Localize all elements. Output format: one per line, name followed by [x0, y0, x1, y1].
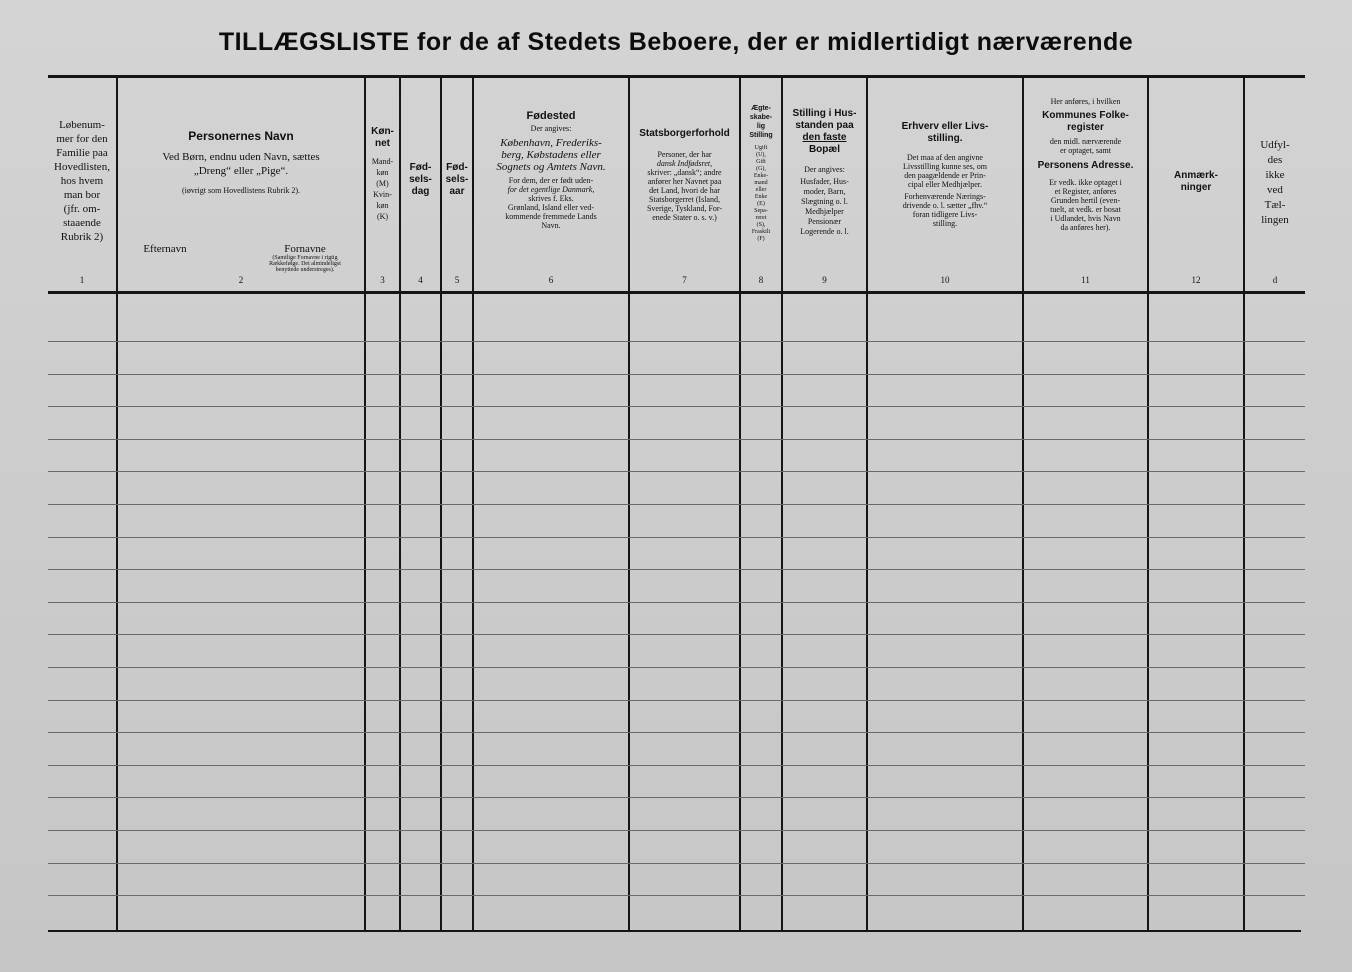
col-number: 12	[1191, 275, 1201, 285]
col1-line: Rubrik 2)	[60, 231, 104, 243]
header-bottom-rule	[48, 291, 1305, 294]
col8-small: Gift	[756, 159, 766, 165]
col9-text: Medhjælper	[805, 207, 844, 216]
row-rule	[48, 667, 1305, 668]
col6-italic: Sognets og Amtets Navn.	[496, 161, 606, 173]
col3-header	[366, 126, 399, 222]
row-rule	[48, 374, 1305, 375]
col10-small: Forhenværende Nærings-	[904, 192, 986, 201]
col1-line: hos hvem	[60, 175, 104, 187]
col8-small: (F)	[757, 236, 765, 242]
col7-small: Personer, der har	[657, 150, 712, 159]
row-rule	[48, 537, 1305, 538]
col10-small: drivende o. l. sætter „fhv.“	[902, 201, 988, 210]
col11-small: Grunden hertil (even-	[1050, 196, 1121, 205]
col10-small: Det maa af den angivne	[907, 153, 983, 162]
col10-small: stilling.	[932, 219, 958, 228]
col10-small: cipal eller Medhjælper.	[908, 180, 982, 189]
col7-heading: Statsborgerforhold	[639, 128, 730, 139]
col1-line: staaende	[63, 217, 101, 229]
col-number: 6	[548, 275, 554, 285]
col7-header	[630, 128, 739, 222]
col11-small: et Register, anføres	[1054, 187, 1117, 196]
col-number: 1	[79, 275, 85, 285]
col5-heading: aar	[449, 186, 465, 197]
col8-small: Fraskilt	[751, 229, 771, 235]
row-rule	[48, 830, 1305, 831]
col8-small: (U),	[756, 152, 766, 158]
col2-subnote-line: benyttede understreges).	[275, 267, 335, 273]
top-rule	[48, 75, 1305, 78]
col-number: 8	[758, 275, 764, 285]
col9-text: Husfader, Hus-	[800, 177, 849, 186]
col2-text: „Dreng“ eller „Pige“.	[193, 165, 289, 177]
col3-text: Mand-	[371, 157, 394, 166]
col4-heading: Fød-	[409, 162, 432, 173]
col8-small: (G),	[756, 166, 766, 172]
col-number: 5	[454, 275, 460, 285]
row-rule	[48, 341, 1305, 342]
col8-small: (S),	[756, 222, 766, 228]
col11-small: Er vedk. ikke optaget i	[1049, 178, 1122, 187]
col9-text: moder, Barn,	[803, 187, 846, 196]
col6-small: for det egentlige Danmark,	[507, 185, 595, 194]
page-title: TILLÆGSLISTE for de af Stedets Beboere, der er midlertidigt nærværende	[218, 28, 1134, 56]
col2-sub-efternavn: Efternavn	[143, 243, 187, 255]
col10-small: foran tidligere Livs-	[912, 210, 978, 219]
col3-text: (K)	[376, 212, 389, 221]
col11-header	[1024, 97, 1147, 232]
col8-heading: skabe-	[749, 114, 773, 121]
row-rule	[48, 602, 1305, 603]
col11-small: tuelt, at vedk. er bosat	[1050, 205, 1121, 214]
col9-text: Logerende o. l.	[800, 227, 849, 236]
col8-heading: Ægte-	[751, 105, 771, 112]
col11-heading2: Personens Adresse.	[1037, 160, 1134, 171]
row-rule	[48, 895, 1305, 896]
col-d-line: des	[1267, 154, 1283, 166]
row-rule	[48, 732, 1305, 733]
col1-line: mer for den	[56, 133, 108, 145]
col2-header	[118, 130, 364, 195]
col10-header	[868, 121, 1022, 228]
col6-italic: berg, Købstadens eller	[501, 149, 601, 161]
col9-text: Slægtning o. l.	[801, 197, 848, 206]
col8-small: Enke-	[753, 173, 769, 179]
col2-note: (iøvrigt som Hovedlistens Rubrik 2).	[182, 186, 300, 195]
col7-small: skriver: „dansk“; andre	[647, 168, 722, 177]
col9-heading: standen paa	[795, 120, 854, 131]
col-number: 10	[940, 275, 950, 285]
col6-small: skrives f. Eks.	[528, 194, 574, 203]
col4-heading: sels-	[409, 174, 432, 185]
col2-sub-fornavne: Fornavne	[284, 243, 326, 255]
col3-text: Kvin-	[373, 190, 392, 199]
col7-small: Statsborgerret (Island,	[649, 195, 720, 204]
col3-heading: Køn-	[371, 126, 394, 137]
col2-subnote-line: (Samtlige Fornavne i rigtig	[272, 255, 338, 261]
col11-small: er optaget, samt	[1060, 146, 1111, 155]
col-d-line: ved	[1267, 184, 1283, 196]
col-number: 4	[418, 275, 423, 285]
col2-subnote-line: Rækkefølge. Det almindeligst	[269, 261, 341, 267]
col9-heading: den faste	[802, 132, 847, 143]
col7-small: dansk Indfødsret,	[656, 159, 713, 168]
col2-text: Ved Børn, endnu uden Navn, sættes	[162, 151, 320, 163]
col11-small: i Udlandet, hvis Navn	[1050, 214, 1121, 223]
col6-italic: København, Frederiks-	[500, 137, 602, 149]
col11-small: den midl. nærværende	[1049, 137, 1122, 146]
col6-header	[474, 110, 628, 230]
col7-small: Sverige, Tyskland, For-	[646, 204, 723, 213]
col9-heading: Bopæl	[808, 144, 841, 155]
col11-heading: Kommunes Folke-	[1042, 110, 1129, 121]
row-rule	[48, 765, 1305, 766]
col12-heading: Anmærk-	[1174, 170, 1218, 181]
col7-small: det Land, hvori de har	[649, 186, 720, 195]
col8-header	[741, 104, 781, 243]
col3-text: køn	[376, 201, 389, 210]
col10-heading: stilling.	[927, 133, 963, 144]
row-rule	[48, 504, 1305, 505]
col3-heading: net	[375, 138, 390, 149]
col5-heading: sels-	[445, 174, 469, 185]
col7-small: anfører her Navnet paa	[647, 177, 722, 186]
col6-small: kommende fremmede Lands	[505, 212, 597, 221]
col1-header	[48, 118, 116, 244]
col1-line: man bor	[63, 189, 101, 201]
col10-small: Livsstilling kunne ses, om	[903, 162, 987, 171]
col4-heading: dag	[411, 186, 430, 197]
col-number: 11	[1081, 275, 1090, 285]
col8-small: reret	[755, 215, 767, 221]
col10-heading: Erhverv eller Livs-	[901, 121, 989, 132]
col8-heading: Stilling	[749, 132, 773, 139]
col11-small: da anføres her).	[1060, 223, 1111, 232]
col11-heading: register	[1067, 122, 1104, 133]
col9-header	[783, 108, 866, 237]
col3-text: køn	[376, 168, 389, 177]
col2-sub-note	[245, 255, 365, 273]
col8-small: (E)	[757, 201, 765, 207]
row-rule	[48, 797, 1305, 798]
row-rule	[48, 569, 1305, 570]
col-number: 2	[238, 275, 244, 285]
col1-line: (jfr. om-	[63, 203, 101, 215]
col2-heading: Personernes Navn	[188, 129, 294, 143]
row-rule	[48, 471, 1305, 472]
col-d-line: Tæl-	[1264, 199, 1286, 211]
col9-text: Pensionær	[807, 217, 842, 226]
col-d-header	[1245, 138, 1305, 228]
col6-small: For dem, der er født uden-	[508, 176, 594, 185]
col9-heading: Stilling i Hus-	[792, 108, 857, 119]
col5-header	[442, 162, 472, 198]
col6-text: Der angives:	[530, 124, 572, 133]
col-number: 3	[380, 275, 385, 285]
col9-text: Der angives:	[804, 165, 845, 174]
col11-pre: Her anføres, i hvilken	[1050, 97, 1121, 106]
col1-line: Løbenum-	[59, 119, 105, 131]
col8-small: Sepa-	[754, 208, 768, 214]
col8-small: Ugift	[754, 145, 768, 151]
col-d-line: lingen	[1261, 214, 1289, 226]
col-number: 9	[822, 275, 827, 285]
col6-small: Grønland, Island eller ved-	[507, 203, 595, 212]
row-rule	[48, 634, 1305, 635]
row-rule	[48, 439, 1305, 440]
col7-small: enede Stater o. s. v.)	[652, 213, 717, 222]
col-number: 7	[682, 275, 687, 285]
col1-line: Familie paa	[56, 147, 108, 159]
col-number: d	[1272, 275, 1278, 285]
col8-small: eller	[755, 187, 767, 193]
col8-small: mand	[754, 180, 768, 186]
col10-small: den paagældende er Prin-	[904, 171, 986, 180]
col8-heading: lig	[756, 123, 766, 130]
col12-header	[1149, 170, 1243, 194]
col8-small: Enke	[754, 194, 768, 200]
row-rule	[48, 700, 1305, 701]
col5-heading: Fød-	[446, 162, 468, 173]
col-d-line: ikke	[1265, 169, 1285, 181]
col6-small: Navn.	[541, 221, 561, 230]
row-rule	[48, 406, 1305, 407]
col3-text: (M)	[376, 179, 389, 188]
col1-line: Hovedlisten,	[54, 161, 110, 173]
col6-heading: Fødested	[526, 110, 576, 122]
col12-heading: ninger	[1180, 182, 1212, 193]
row-rule	[48, 863, 1305, 864]
bottom-rule	[48, 930, 1301, 932]
col4-header	[401, 162, 440, 198]
col-d-line: Udfyl-	[1260, 139, 1290, 151]
